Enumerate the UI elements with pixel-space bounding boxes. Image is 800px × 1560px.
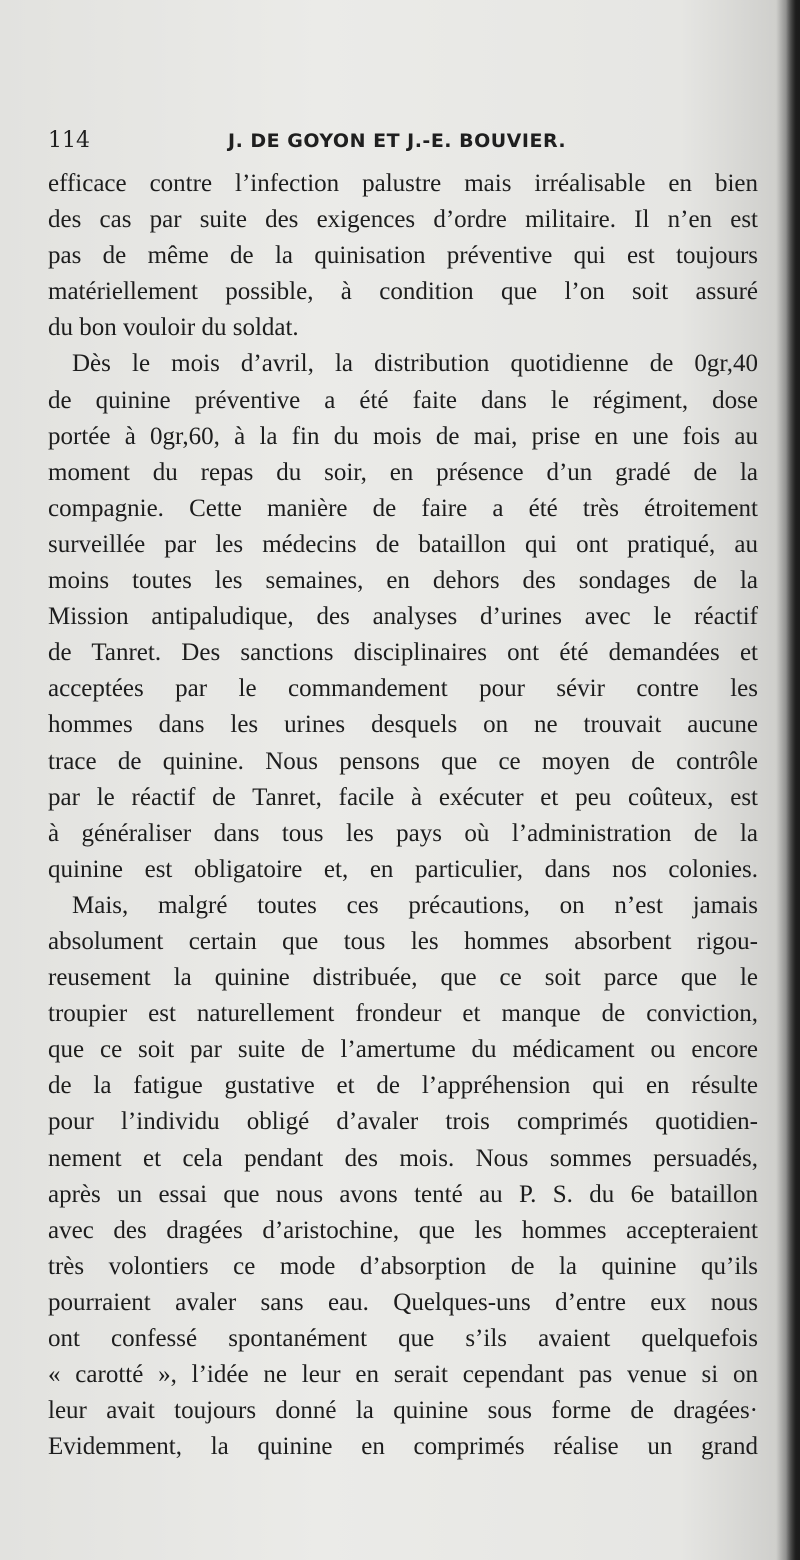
text-line: trace de quinine. Nous pensons que ce moyen de contrôle — [48, 747, 758, 775]
text-line: Evidemment, la quinine en comprimés réalise un grand — [48, 1433, 758, 1461]
text-line: très volontiers ce mode d’absorption de la quinine qu’ils — [48, 1252, 758, 1280]
text-line: troupier est naturellement frondeur et manque de conviction, — [48, 1000, 758, 1028]
text-line: efficace contre l’infection palustre mais irréalisable en bien — [48, 170, 758, 197]
running-head: J. DE GOYON ET J.-E. BOUVIER. — [228, 130, 567, 152]
text-line: pour l’individu obligé d’avaler trois comprimés quotidien- — [48, 1108, 758, 1136]
text-line: après un essai que nous avons tenté au P. S. du 6e bataillon — [48, 1180, 758, 1208]
text-line: avec des dragées d’aristochine, que les hommes accepteraient — [48, 1216, 758, 1244]
page-header — [48, 128, 758, 160]
body-text — [48, 166, 758, 1465]
text-line: Dès le mois d’avril, la distribution quotidienne de 0gr,40 — [72, 350, 758, 378]
text-line: hommes dans les urines desquels on ne trouvait aucune — [48, 711, 758, 739]
text-line: pourraient avaler sans eau. Quelques-uns d’entre eux nous — [48, 1288, 758, 1316]
text-line: ont confessé spontanément que s’ils avaient quelquefois — [48, 1325, 758, 1352]
text-line: « carotté », l’idée ne leur en serait cependant pas venue si on — [48, 1361, 758, 1389]
text-line: matériellement possible, à condition que l’on soit assuré — [48, 278, 758, 306]
text-line: de quinine préventive a été faite dans le régiment, dose — [48, 386, 758, 414]
text-line: Mais, malgré toutes ces précautions, on n’est jamais — [72, 891, 758, 919]
text-line: quinine est obligatoire et, en particulier, dans nos colonies. — [48, 855, 758, 883]
text-line: absolument certain que tous les hommes absorbent rigou- — [48, 927, 758, 955]
page-number: 114 — [48, 128, 90, 153]
text-line: à généraliser dans tous les pays où l’administration de la — [48, 819, 758, 847]
text-line: moins toutes les semaines, en dehors des sondages de la — [48, 567, 758, 595]
text-line: par le réactif de Tanret, facile à exécuter et peu coûteux, est — [48, 783, 758, 811]
text-line: moment du repas du soir, en présence d’un gradé de la — [48, 458, 758, 486]
text-line: compagnie. Cette manière de faire a été très étroitement — [48, 494, 758, 522]
page-edge-shadow — [786, 0, 800, 1560]
text-line: de la fatigue gustative et de l’appréhension qui en résulte — [48, 1072, 758, 1100]
text-line: acceptées par le commandement pour sévir contre les — [48, 675, 758, 703]
text-line: portée à 0gr,60, à la fin du mois de mai, prise en une fois au — [48, 422, 758, 450]
text-line: Mission antipaludique, des analyses d’urines avec le réactif — [48, 603, 758, 631]
text-line: surveillée par les médecins de bataillon qui ont pratiqué, au — [48, 530, 758, 558]
text-line: de Tanret. Des sanctions disciplinaires ont été demandées et — [48, 639, 758, 667]
text-line: pas de même de la quinisation préventive qui est toujours — [48, 242, 758, 270]
text-line: leur avait toujours donné la quinine sous forme de dragées· — [48, 1397, 758, 1425]
text-line: reusement la quinine distribuée, que ce soit parce que le — [48, 964, 758, 992]
text-line: des cas par suite des exigences d’ordre militaire. Il n’en est — [48, 206, 758, 234]
text-line: nement et cela pendant des mois. Nous sommes persuadés, — [48, 1144, 758, 1172]
text-line: que ce soit par suite de l’amertume du médicament ou encore — [48, 1036, 758, 1064]
text-line: du bon vouloir du soldat. — [48, 314, 299, 342]
